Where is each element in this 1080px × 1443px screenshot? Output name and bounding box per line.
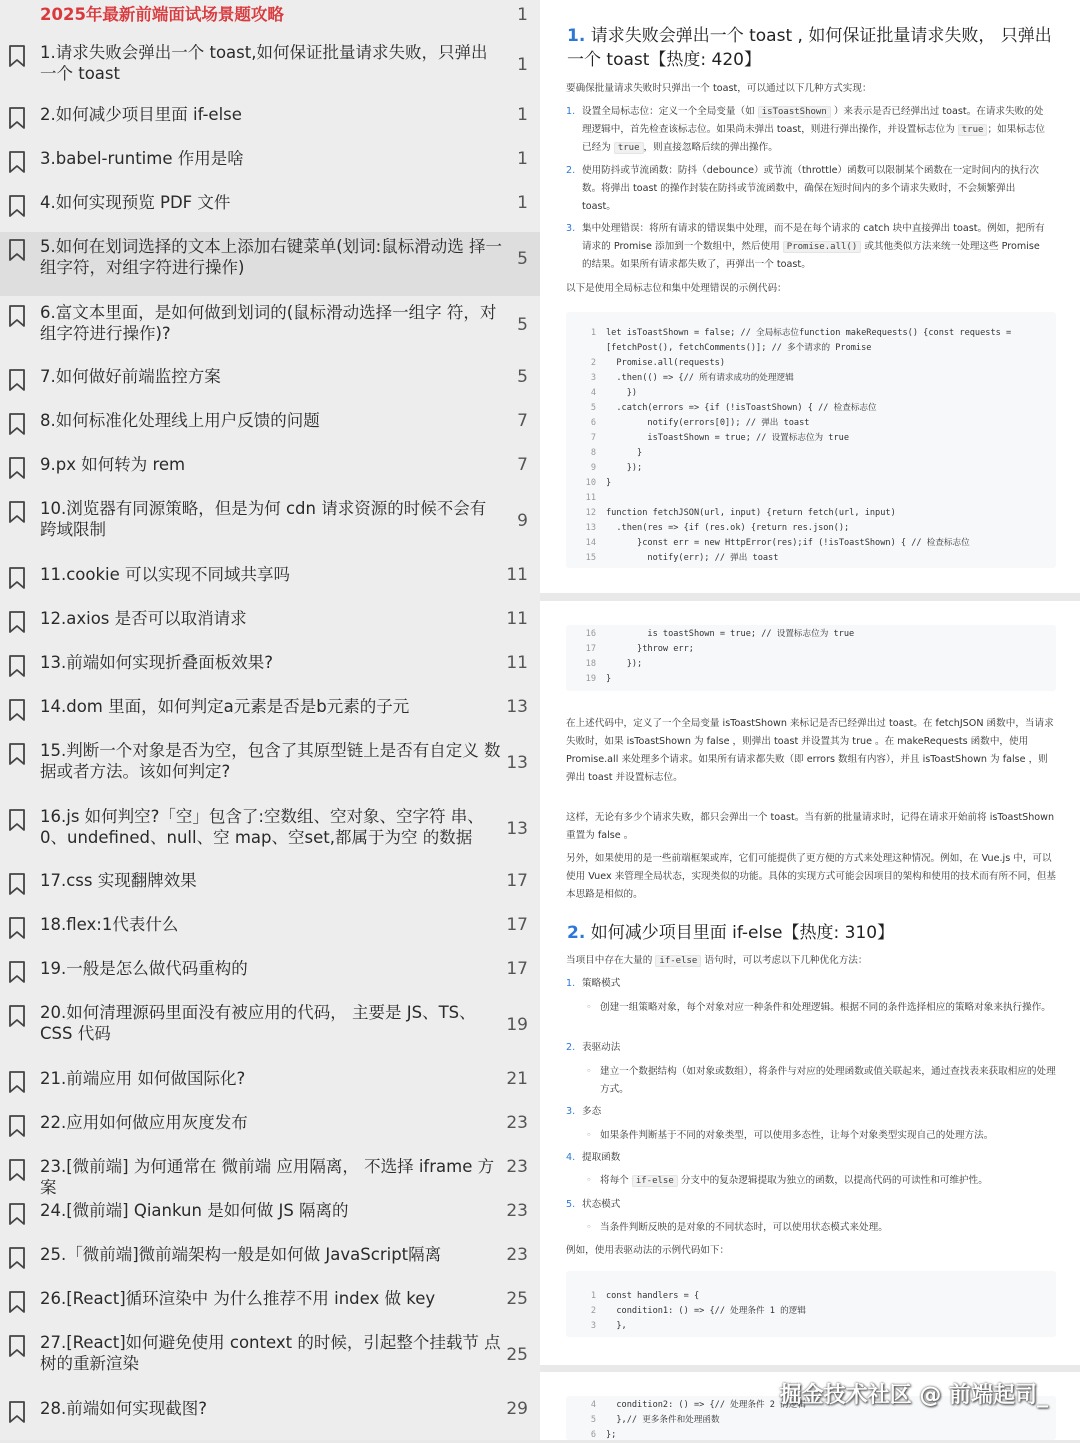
toc-item-label: 15.判断一个对象是否为空，包含了其原型链上是否有自定义 数据或者方法。该如何判定? — [40, 741, 501, 781]
code-text: }); — [606, 659, 643, 669]
toc-item-label: 22.应用如何做应用灰度发布 — [40, 1113, 248, 1132]
bookmark-icon[interactable] — [7, 412, 27, 436]
code-line — [566, 386, 1056, 401]
line-number: 2 — [590, 1306, 596, 1316]
code-text: }const err = new HttpError(res);if (!isToastShown) { // 检查标志位 — [606, 538, 970, 548]
code-line — [566, 401, 1056, 416]
toc-item-label: 9.px 如何转为 rem — [40, 455, 186, 474]
code-text: function fetchJSON(url, input) {return fetch(url, input) — [606, 508, 896, 518]
question-1-heading — [567, 24, 1057, 72]
code-line — [566, 1319, 1056, 1334]
toc-item-label: 19.一般是怎么做代码重构的 — [40, 959, 248, 978]
bookmark-icon[interactable] — [7, 1070, 27, 1094]
line-number: 1 — [590, 328, 596, 338]
code-text: }, — [606, 1321, 627, 1331]
code-line — [566, 341, 1056, 356]
toc-item[interactable] — [0, 604, 540, 648]
toc-item[interactable] — [0, 648, 540, 692]
question-2-intro — [566, 952, 1056, 970]
code-text: condition1: () => {// 处理条件 1 的逻辑 — [606, 1306, 806, 1316]
bookmark-icon[interactable] — [7, 106, 27, 130]
sub-text: 创建一组策略对象，每个对象对应一种条件和处理逻辑。根据不同的条件选择相应的策略对象来执行操作。 — [600, 1002, 1051, 1013]
toc-item-label: 16.js 如何判空?「空」包含了:空数组、空对象、空字符 串、0、undefined、null、空 map、空set,都属于为空 的数据 — [40, 807, 484, 847]
code-line — [566, 551, 1056, 566]
bookmark-icon[interactable] — [7, 610, 27, 634]
code-line — [566, 627, 1056, 642]
toc-item[interactable] — [0, 406, 540, 450]
bullet-icon: ◦ — [586, 1002, 592, 1013]
code-text: let isToastShown = false; // 全局标志位function makeRequests() {const requests = — [606, 328, 1012, 338]
line-number: 4 — [590, 1400, 596, 1410]
code-line — [566, 371, 1056, 386]
question-2-title: 如何减少项目里面 if-else【热度: 310】 — [590, 923, 895, 943]
line-number: 3 — [590, 1321, 596, 1331]
line-number: 7 — [590, 433, 596, 443]
list-title: 状态模式 — [582, 1199, 621, 1210]
toc-page-number: 21 — [506, 1069, 528, 1089]
list-text: ，则直接忽略后续的弹出操作。 — [643, 142, 778, 153]
code-line — [566, 431, 1056, 446]
toc-page-number: 7 — [517, 411, 528, 431]
toc-page-number: 25 — [506, 1345, 528, 1365]
line-number: 11 — [585, 493, 596, 503]
line-number: 8 — [590, 448, 596, 458]
list-text: 集中处理错误：将所有请求的错误集中处理，而不是在每个请求的 catch 块中直接弹出 toast。例如，把所有请求的 Promise 添加到一个数组中，然后使用 — [582, 223, 1045, 252]
toc-title-row[interactable] — [0, 0, 540, 32]
toc-page-number: 25 — [506, 1289, 528, 1309]
sub-text: 建立一个数据结构（如对象或数组），将条件与对应的处理函数或值关联起来，通过查找表来获取相应的处理方式。 — [600, 1066, 1056, 1095]
toc-item[interactable] — [0, 998, 540, 1058]
bookmark-icon[interactable] — [7, 808, 27, 832]
line-number: 6 — [590, 1430, 596, 1440]
toc-item-label: 13.前端如何实现折叠面板效果? — [40, 653, 273, 672]
bookmark-icon[interactable] — [7, 1334, 27, 1358]
toc-item[interactable] — [0, 1394, 540, 1434]
toc-page-number: 9 — [517, 511, 528, 531]
line-number: 2 — [590, 358, 596, 368]
toc-page-number: 23 — [506, 1201, 528, 1221]
sub-text: 将每个 — [600, 1175, 629, 1186]
toc-item-label: 6.富文本里面，是如何做到划词的(鼠标滑动选择一组字 符，对组字符进行操作)? — [40, 303, 497, 343]
toc-panel — [0, 0, 540, 1440]
toc-item[interactable] — [0, 450, 540, 494]
bookmark-icon[interactable] — [7, 872, 27, 896]
toc-page-number: 7 — [517, 455, 528, 475]
code-text: } — [606, 448, 643, 458]
code-block — [566, 1271, 1056, 1337]
code-text: notify(errors[0]); // 弹出 toast — [606, 418, 810, 428]
toc-item-label: 4.如何实现预览 PDF 文件 — [40, 193, 231, 212]
watermark: 掘金技术社区 @ 前端起司_ — [779, 1383, 1048, 1408]
inline-code: if-else — [655, 955, 701, 967]
toc-item-label: 28.前端如何实现截图? — [40, 1399, 207, 1418]
bookmark-icon[interactable] — [7, 960, 27, 984]
toc-item-label: 18.flex:1代表什么 — [40, 915, 179, 934]
toc-page-number: 23 — [506, 1245, 528, 1265]
toc-item-label: 24.[微前端] Qiankun 是如何做 JS 隔离的 — [40, 1201, 349, 1220]
code-text: }; — [606, 1430, 617, 1440]
toc-page-number: 11 — [506, 653, 528, 673]
line-number: 16 — [585, 629, 596, 639]
list-title: 多态 — [582, 1106, 602, 1117]
toc-item-label: 26.[React]循环渲染中 为什么推荐不用 index 做 key — [40, 1289, 436, 1308]
toc-page-number: 1 — [517, 55, 528, 75]
code-text: } — [606, 478, 612, 488]
intro-text: 当项目中存在大量的 — [566, 955, 653, 966]
code-intro: 以下是使用全局标志位和集中处理错误的示例代码： — [566, 283, 787, 294]
line-number: 13 — [585, 523, 596, 533]
toc-page-number: 11 — [506, 609, 528, 629]
line-number: 12 — [585, 508, 596, 518]
toc-item-label: 2.如何减少项目里面 if-else — [40, 105, 242, 124]
list-number: 1. — [566, 978, 576, 989]
toc-item[interactable] — [0, 1152, 540, 1196]
toc-item[interactable] — [0, 910, 540, 954]
toc-item[interactable] — [0, 736, 540, 798]
toc-page-number: 19 — [506, 1015, 528, 1035]
code-text: .catch(errors => {if (!isToastShown) { // 检查标志位 — [606, 403, 877, 413]
code-line — [566, 476, 1056, 491]
bookmark-icon[interactable] — [7, 1114, 27, 1138]
toc-item-label: 17.css 实现翻牌效果 — [40, 871, 197, 890]
code-text: [fetchPost(), fetchComments()]; // 多个请求的 Promise — [606, 343, 872, 353]
bookmark-icon[interactable] — [7, 1246, 27, 1270]
toc-page-number: 11 — [506, 565, 528, 585]
intro-text: 语句时，可以考虑以下几种优化方法： — [704, 955, 868, 966]
sub-text: 分支中的复杂逻辑提取为独立的函数，以提高代码的可读性和可维护性。 — [680, 1175, 988, 1186]
toc-page-number: 17 — [506, 871, 528, 891]
toc-item-label: 1.请求失败会弹出一个 toast,如何保证批量请求失败，只弹出一个 toast — [40, 43, 488, 83]
code-text: Promise.all(requests) — [606, 358, 725, 368]
bookmark-icon[interactable] — [7, 916, 27, 940]
toc-page-number: 5 — [517, 249, 528, 269]
toc-page-number: 23 — [506, 1113, 528, 1133]
bookmark-icon[interactable] — [7, 1004, 27, 1028]
bullet-icon: ◦ — [586, 1130, 592, 1141]
inline-code: if-else — [632, 1175, 678, 1187]
toc-page-number: 1 — [517, 105, 528, 125]
code-line — [566, 1289, 1056, 1304]
question-2-heading — [567, 921, 1057, 945]
list-title: 策略模式 — [582, 978, 621, 989]
line-number: 10 — [585, 478, 596, 488]
toc-item-label: 27.[React]如何避免使用 context 的时候，引起整个挂载节 点树的重新渲染 — [40, 1333, 501, 1373]
toc-item[interactable] — [0, 362, 540, 406]
code-line — [566, 642, 1056, 657]
code-line — [566, 461, 1056, 476]
question-2-number: 2. — [567, 923, 586, 943]
line-number: 4 — [590, 388, 596, 398]
toc-item[interactable] — [0, 866, 540, 910]
bookmark-icon[interactable] — [7, 238, 27, 262]
explanation-paragraph: 这样，无论有多少个请求失败，都只会弹出一个 toast。当有新的批量请求时，记得在请求开始前将 isToastShown 重置为 false 。 — [566, 812, 1055, 841]
code-line — [566, 446, 1056, 461]
bookmark-icon[interactable] — [7, 500, 27, 524]
toc-item[interactable] — [0, 494, 540, 554]
line-number: 18 — [585, 659, 596, 669]
code-text: .then(res => {if (res.ok) {return res.json(); — [606, 523, 850, 533]
list-text: 设置全局标志位：定义一个全局变量（如 — [582, 106, 755, 117]
code-text: isToastShown = true; // 设置标志位为 true — [606, 433, 849, 443]
code-line — [566, 356, 1056, 371]
toc-item-label: 3.babel-runtime 作用是啥 — [40, 149, 244, 168]
toc-page-number: 13 — [506, 819, 528, 839]
toc-item-label: 5.如何在划词选择的文本上添加右键菜单(划词:鼠标滑动选 择一组字符，对组字符进行操作) — [40, 237, 502, 277]
code-block — [566, 312, 1056, 568]
code-text: condition2: () => {// 处理条件 2 的逻辑 — [606, 1400, 806, 1410]
toc-page-number: 13 — [506, 753, 528, 773]
bookmark-icon[interactable] — [7, 194, 27, 218]
code-text: .then(() => {// 所有请求成功的处理逻辑 — [606, 373, 794, 383]
toc-item[interactable] — [0, 1108, 540, 1152]
toc-item-label: 20.如何清理源码里面没有被应用的代码， 主要是 JS、TS、 CSS 代码 — [40, 1003, 476, 1043]
line-number: 15 — [585, 553, 596, 563]
code-text: const handlers = { — [606, 1291, 700, 1301]
toc-item-label: 14.dom 里面，如何判定a元素是否是b元素的子元 — [40, 697, 410, 716]
line-number: 5 — [590, 1415, 596, 1425]
bookmark-icon[interactable] — [7, 1400, 27, 1424]
toc-page-number: 1 — [517, 193, 528, 213]
bookmark-icon[interactable] — [7, 368, 27, 392]
toc-item[interactable] — [0, 188, 540, 232]
toc-item[interactable] — [0, 144, 540, 188]
toc-item[interactable] — [0, 38, 540, 98]
toc-item[interactable] — [0, 100, 540, 144]
toc-title: 2025年最新前端面试场景题攻略 — [40, 5, 284, 24]
toc-page-number: 13 — [506, 697, 528, 717]
line-number: 3 — [590, 373, 596, 383]
toc-page-number: 17 — [506, 915, 528, 935]
toc-item[interactable] — [0, 692, 540, 736]
bookmark-icon[interactable] — [7, 654, 27, 678]
bullet-icon: ◦ — [586, 1222, 592, 1233]
inline-code: isToastShown — [758, 106, 831, 118]
code-line — [566, 326, 1056, 341]
toc-item-label: 7.如何做好前端监控方案 — [40, 367, 221, 386]
code-text: }throw err; — [606, 644, 694, 654]
example-intro: 例如，使用表驱动法的示例代码如下： — [566, 1245, 730, 1256]
inline-code: Promise.all() — [783, 241, 861, 253]
toc-item[interactable] — [0, 1328, 540, 1388]
code-line — [566, 1428, 1056, 1443]
line-number: 17 — [585, 644, 596, 654]
toc-item-label: 10.浏览器有同源策略，但是为何 cdn 请求资源的时候不会有 跨域限制 — [40, 499, 487, 539]
code-line — [566, 521, 1056, 536]
line-number: 14 — [585, 538, 596, 548]
list-number: 2. — [566, 1042, 576, 1053]
bookmark-icon[interactable] — [7, 304, 27, 328]
toc-item-label: 21.前端应用 如何做国际化? — [40, 1069, 246, 1088]
list-text: 使用防抖或节流函数：防抖（debounce）或节流（throttle）函数可以限制某个函数在一定时间内的执行次数。将弹出 toast 的操作封装在防抖或节流函数中，确保在短时间内的多个请求失败时，不会频繁弹出 toast。 — [582, 165, 1039, 212]
list-title: 表驱动法 — [582, 1042, 621, 1053]
toc-page-number: 23 — [506, 1157, 528, 1177]
code-text: is toastShown = true; // 设置标志位为 true — [606, 629, 855, 639]
bookmark-icon[interactable] — [7, 742, 27, 766]
toc-item-label: 25.「微前端]微前端架构一般是如何做 JavaScript隔离 — [40, 1245, 442, 1264]
toc-item[interactable] — [0, 954, 540, 998]
code-text: } — [606, 674, 612, 684]
toc-item-label: 8.如何标准化处理线上用户反馈的问题 — [40, 411, 320, 430]
code-line — [566, 1304, 1056, 1319]
question-1-number: 1. — [567, 26, 586, 46]
sub-text: 如果条件判断基于不同的对象类型，可以使用多态性，让每个对象类型实现自己的处理方法。 — [600, 1130, 994, 1141]
bookmark-icon[interactable] — [7, 1158, 27, 1182]
list-number: 1. — [566, 106, 576, 117]
list-text: 或其他类似方法来统一处理这些 Promise 的结果。如果所有请求都失败了，再弹出一个 toast。 — [582, 241, 1040, 270]
bookmark-icon[interactable] — [7, 150, 27, 174]
bookmark-icon[interactable] — [7, 1202, 27, 1226]
toc-item-label: 12.axios 是否可以取消请求 — [40, 609, 247, 628]
code-text: notify(err); // 弹出 toast — [606, 553, 779, 563]
code-line — [566, 657, 1056, 672]
bookmark-icon[interactable] — [7, 1290, 27, 1314]
toc-page-number: 5 — [517, 367, 528, 387]
question-1-title: 请求失败会弹出一个 toast , 如何保证批量请求失败， 只弹出一个 toast【热度: 420】 — [567, 26, 1052, 70]
toc-item[interactable] — [0, 1284, 540, 1328]
toc-item-label: 11.cookie 可以实现不同域共享吗 — [40, 565, 291, 584]
bookmark-icon[interactable] — [7, 44, 27, 68]
code-line — [566, 1413, 1056, 1428]
question-1-intro: 要确保批量请求失败时只弹出一个 toast，可以通过以下几种方式实现： — [566, 83, 872, 94]
code-text: }) — [606, 388, 638, 398]
toc-item[interactable] — [0, 560, 540, 604]
toc-item[interactable] — [0, 298, 540, 358]
line-number: 1 — [590, 1291, 596, 1301]
line-number: 6 — [590, 418, 596, 428]
list-number: 5. — [566, 1199, 576, 1210]
toc-page-number: 5 — [517, 315, 528, 335]
bullet-icon: ◦ — [586, 1066, 592, 1077]
list-title: 提取函数 — [582, 1152, 621, 1163]
inline-code: true — [614, 142, 644, 154]
toc-page-number: 17 — [506, 959, 528, 979]
toc-item[interactable] — [0, 802, 540, 864]
bullet-icon: ◦ — [586, 1175, 592, 1186]
code-line — [566, 536, 1056, 551]
list-text: ；如果标志位已经为 — [582, 124, 1046, 153]
code-line — [566, 491, 1056, 506]
toc-page-number: 1 — [517, 149, 528, 169]
line-number: 5 — [590, 403, 596, 413]
toc-item[interactable] — [0, 232, 540, 296]
code-text: },// 更多条件和处理函数 — [606, 1415, 720, 1425]
code-line — [566, 672, 1056, 687]
explanation-paragraph: 在上述代码中，定义了一个全局变量 isToastShown 来标记是否已经弹出过 toast。在 fetchJSON 函数中，当请求失败时，如果 isToastShown 为 false ，则弹出 toast 并设置其为 true 。在 makeRequests 函数中，使用 Promise.all 来处理多个请求。如果所有请求都失败（即 errors 数组有内容），并且 isToastShown 为 false ，则弹出 toast 并设置标志位。 — [566, 718, 1054, 783]
toc-item[interactable] — [0, 1064, 540, 1108]
code-block — [566, 625, 1056, 691]
code-text: }); — [606, 463, 643, 473]
toc-page-number: 1 — [517, 5, 528, 25]
sub-text: 当条件判断反映的是对象的不同状态时，可以使用状态模式来处理。 — [600, 1222, 888, 1233]
toc-item[interactable] — [0, 1196, 540, 1240]
code-line — [566, 506, 1056, 521]
bookmark-icon[interactable] — [7, 698, 27, 722]
toc-page-number: 29 — [506, 1399, 528, 1419]
list-number: 2. — [566, 165, 576, 176]
line-number: 9 — [590, 463, 596, 473]
list-text: ）来表示是否已经弹出过 toast。在请求失败的处理逻辑中，首先检查该标志位。如果尚未弹出 toast，则进行弹出操作，并设置标志位为 — [582, 106, 1044, 135]
toc-item-label: 23.[微前端] 为何通常在 微前端 应用隔离， 不选择 iframe 方 案 — [40, 1157, 495, 1197]
code-line — [566, 416, 1056, 431]
list-number: 4. — [566, 1152, 576, 1163]
line-number: 19 — [585, 674, 596, 684]
document-page-2 — [540, 601, 1080, 1365]
list-number: 3. — [566, 1106, 576, 1117]
bookmark-icon[interactable] — [7, 566, 27, 590]
toc-item[interactable] — [0, 1240, 540, 1284]
inline-code: true — [958, 124, 988, 136]
document-page-1 — [540, 0, 1080, 593]
explanation-paragraph: 另外，如果使用的是一些前端框架或库，它们可能提供了更方便的方式来处理这种情况。例如，在 Vue.js 中，可以使用 Vuex 来管理全局状态，实现类似的功能。具体的实现方式可能会因项目的架构和使用的技术而有所不同，但基本思路是相似的。 — [566, 853, 1057, 900]
bookmark-icon[interactable] — [7, 456, 27, 480]
list-number: 3. — [566, 223, 576, 234]
